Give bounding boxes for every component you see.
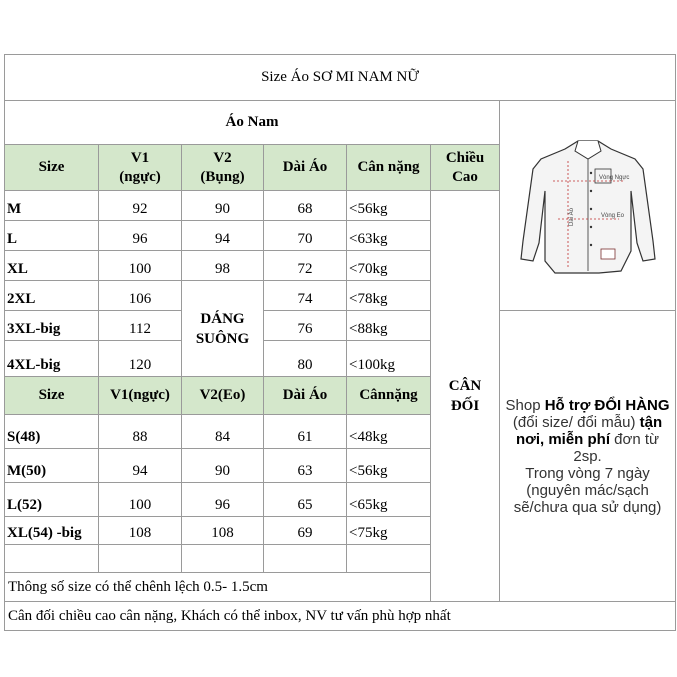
promo-conditions: Trong vòng 7 ngày (nguyên mác/sạch sẽ/chưa qua sử dụng) [513,464,662,516]
women-size-cell: S(48) [5,415,99,449]
men-weight-cell: <56kg [347,191,431,221]
men-v2-cell: 90 [182,191,264,221]
chart-title: Size Áo SƠ MI NAM NỮ [5,55,676,101]
women-v2-cell: 108 [182,517,264,545]
promo-free-text: tận nơi, miễn phí [516,413,663,448]
women-v1-cell: 100 [99,483,182,517]
men-header-height: Chiều Cao [431,145,500,191]
men-length-cell: 68 [264,191,347,221]
women-length-cell: 65 [264,483,347,517]
size-chart-table [4,54,676,631]
men-header-size: Size [5,145,99,191]
promo-cell: Shop Hỗ trợ ĐỔI HÀNG (đổi size/ đổi mẫu) tận nơi, miễn phí đơn từ 2sp. Trong vòng 7 ngày (nguyên mác/sạch sẽ/chưa qua sử dụng) [500,311,676,602]
women-length-cell: 61 [264,415,347,449]
women-v1-cell: 94 [99,449,182,483]
men-weight-cell: <100kg [347,341,431,377]
women-v2-cell: 84 [182,415,264,449]
women-weight-cell: <75kg [347,517,431,545]
women-header-v1: V1(ngực) [99,377,182,415]
tolerance-note: Thông số size có thể chênh lệch 0.5- 1.5cm [5,573,500,602]
men-v1-cell: 112 [99,311,182,341]
length-label: Dài Áo [568,207,575,226]
women-weight-cell: <56kg [347,449,431,483]
men-header-v1: V1 (ngực) [99,145,182,191]
women-header-v2: V2(Eo) [182,377,264,415]
men-v1-cell: 100 [99,251,182,281]
men-v1-cell: 96 [99,221,182,251]
men-size-cell: 4XL-big [5,341,99,377]
men-header-v2: V2 (Bụng) [182,145,264,191]
men-length-cell: 76 [264,311,347,341]
men-v2-cell: 98 [182,251,264,281]
men-size-cell: XL [5,251,99,281]
women-weight-cell: <65kg [347,483,431,517]
women-header-length: Dài Áo [264,377,347,415]
women-v2-cell: 96 [182,483,264,517]
fit-type-cell: DÁNG SUÔNG [182,281,264,377]
size-chart-frame [4,54,675,627]
women-size-cell: L(52) [5,483,99,517]
empty-cell [182,545,264,573]
shirt-measurement-icon [503,131,673,281]
chest-label: Vòng Ngực [598,174,629,181]
empty-cell [99,545,182,573]
men-weight-cell: <70kg [347,251,431,281]
men-weight-cell: <88kg [347,311,431,341]
waist-label: Vòng Eo [600,212,624,219]
women-length-cell: 63 [264,449,347,483]
section-title: Áo Nam [5,101,500,145]
promo-exchange-text: Hỗ trợ ĐỔI HÀNG [544,396,670,414]
empty-cell [5,545,99,573]
women-header-weight: Cânnặng [347,377,431,415]
men-size-cell: 3XL-big [5,311,99,341]
women-size-cell: M(50) [5,449,99,483]
women-header-size: Size [5,377,99,415]
women-size-cell: XL(54) -big [5,517,99,545]
men-length-cell: 70 [264,221,347,251]
men-size-cell: L [5,221,99,251]
empty-cell [347,545,431,573]
men-length-cell: 72 [264,251,347,281]
men-weight-cell: <63kg [347,221,431,251]
women-v1-cell: 88 [99,415,182,449]
women-v1-cell: 108 [99,517,182,545]
men-v1-cell: 120 [99,341,182,377]
men-size-cell: M [5,191,99,221]
height-note-cell: CÂN ĐỐI [431,191,500,602]
men-v1-cell: 106 [99,281,182,311]
table-row [5,311,676,341]
women-v2-cell: 90 [182,449,264,483]
men-v2-cell: 94 [182,221,264,251]
empty-cell [264,545,347,573]
men-weight-cell: <78kg [347,281,431,311]
men-header-length: Dài Áo [264,145,347,191]
men-size-cell: 2XL [5,281,99,311]
women-weight-cell: <48kg [347,415,431,449]
men-length-cell: 80 [264,341,347,377]
men-length-cell: 74 [264,281,347,311]
shirt-illustration-cell [500,101,676,311]
men-v1-cell: 92 [99,191,182,221]
contact-note: Cân đối chiều cao cân nặng, Khách có thể inbox, NV tư vấn phù hợp nhất [5,602,676,631]
men-header-weight: Cân nặng [347,145,431,191]
women-length-cell: 69 [264,517,347,545]
